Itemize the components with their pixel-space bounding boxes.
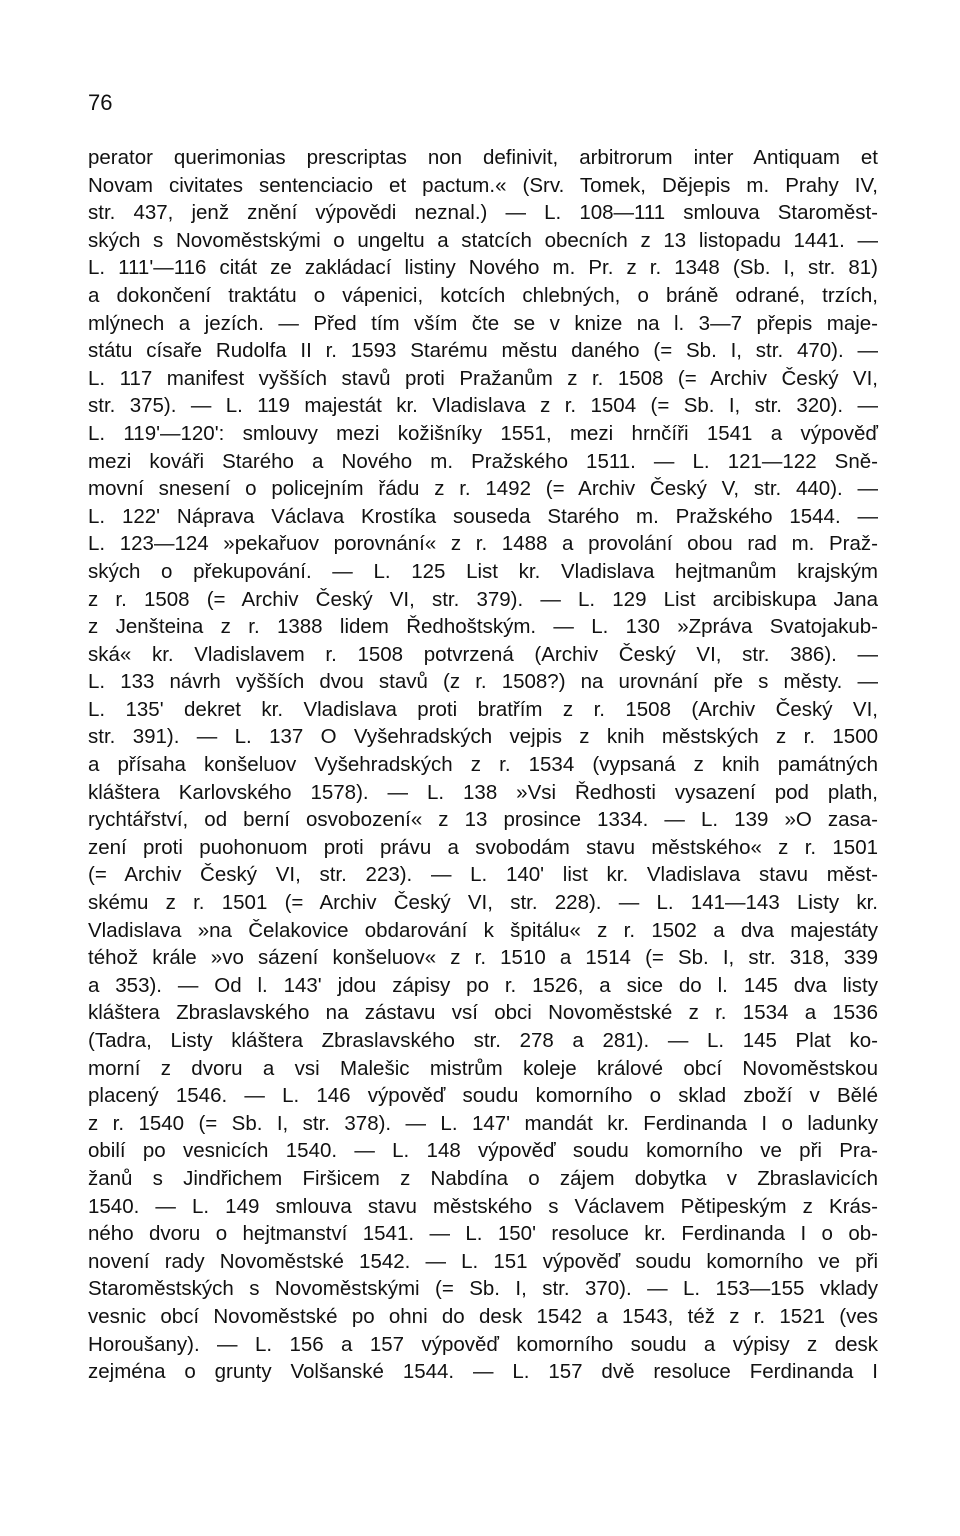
text-line: L. 135' dekret kr. Vladislava proti bratřím z r. 1508 (Archiv Český VI, xyxy=(88,697,878,721)
text-line: mezi kováři Starého a Nového m. Pražského 1511. — L. 121—122 Sně- xyxy=(88,449,878,473)
text-line: L. 123—124 »pekařuov porovnání« z r. 1488 a provolání obou rad m. Praž- xyxy=(88,532,878,556)
text-line: Novam civitates sentenciacio et pactum.« (Srv. Tomek, Dějepis m. Prahy IV, xyxy=(88,173,878,197)
text-line: L. 133 návrh vyšších dvou stavů (z r. 1508?) na urovnání pře s městy. — xyxy=(88,670,878,694)
text-line: str. 391). — L. 137 O Vyšehradských vejpis z knih městských z r. 1500 xyxy=(88,725,878,749)
text-line: mlýnech a jezích. — Před tím vším čte se v knize na l. 3—7 přepis maje- xyxy=(88,311,878,335)
text-line: vesnic obcí Novoměstské po ohni do desk 1542 a 1543, též z r. 1521 (ves xyxy=(88,1304,878,1328)
text-line: zejména o grunty Volšanské 1544. — L. 157 dvě resoluce Ferdinanda I xyxy=(88,1360,878,1384)
text-line: str. 437, jenž znění výpovědi neznal.) — L. 108—111 smlouva Staroměst- xyxy=(88,201,878,225)
text-line: L. 117 manifest vyšších stavů proti Pražanům z r. 1508 (= Archiv Český VI, xyxy=(88,366,878,390)
text-line: perator querimonias prescriptas non definivit, arbitrorum inter Antiquam et xyxy=(88,146,878,169)
text-line: L. 122' Náprava Václava Krostíka souseda Starého m. Pražského 1544. — xyxy=(88,504,878,528)
text-line: L. 119'—120': smlouvy mezi kožišníky 1551, mezi hrnčíři 1541 a výpověď xyxy=(88,421,878,445)
text-line: obilí po vesnicích 1540. — L. 148 výpověď soudu komorního ve při Pra- xyxy=(88,1139,878,1163)
text-line: (Tadra, Listy kláštera Zbraslavského str. 278 a 281). — L. 145 Plat ko- xyxy=(88,1029,878,1052)
text-line: a dokončení traktátu o vápenici, kotcích chlebných, o bráně odrané, trzích, xyxy=(88,283,878,307)
text-line: Staroměstských s Novoměstskými (= Sb. I, str. 370). — L. 153—155 vklady xyxy=(88,1277,878,1301)
text-line: rychtářství, od berní osvobození« z 13 prosince 1334. — L. 139 »O zasa- xyxy=(88,808,878,832)
text-line: zení proti puohonuom proti právu a svobodám stavu městského« z r. 1501 xyxy=(88,835,878,859)
text-line: ských s Novoměstskými o ungeltu a statcích obecních z 13 listopadu 1441. — xyxy=(88,228,878,252)
text-line: ská« kr. Vladislavem r. 1508 potvrzená (Archiv Český VI, str. 386). — xyxy=(88,642,878,666)
text-line: Horoušany). — L. 156 a 157 výpověď komorního soudu a výpisy z desk xyxy=(88,1332,878,1356)
text-line: Vladislava »na Čelakovice obdarování k špitálu« z r. 1502 a dva majestáty xyxy=(88,918,878,942)
text-line: z r. 1540 (= Sb. I, str. 378). — L. 147' mandát kr. Ferdinanda I o ladunky xyxy=(88,1111,878,1135)
text-line: státu císaře Rudolfa II r. 1593 Starému městu daného (= Sb. I, str. 470). — xyxy=(88,339,878,363)
text-line: (= Archiv Český VI, str. 223). — L. 140' list kr. Vladislava stavu měst- xyxy=(88,863,878,887)
page-number: 76 xyxy=(88,90,113,115)
text-line: žanů s Jindřichem Firšicem z Nabdína o zájem dobytka v Zbraslavicích xyxy=(88,1166,878,1190)
text-line: kláštera Zbraslavského na zástavu vsí obci Novoměstské z r. 1534 a 1536 xyxy=(88,1001,878,1025)
text-line: morní z dvoru a vsi Malešic mistrům koleje králové obcí Novoměstskou xyxy=(88,1056,878,1080)
text-line: z r. 1508 (= Archiv Český VI, str. 379). — L. 129 List arcibiskupa Jana xyxy=(88,587,878,611)
text-line: str. 375). — L. 119 majestát kr. Vladislava z r. 1504 (= Sb. I, str. 320). — xyxy=(88,394,878,418)
text-line: movní snesení o policejním řádu z r. 1492 (= Archiv Český V, str. 440). — xyxy=(88,477,878,501)
text-line: novení rady Novoměstské 1542. — L. 151 výpověď soudu komorního ve při xyxy=(88,1249,878,1273)
text-line: z Jenšteina z r. 1388 lidem Ředhoštským. — L. 130 »Zpráva Svatojakub- xyxy=(88,615,878,639)
text-line: skému z r. 1501 (= Archiv Český VI, str. 228). — L. 141—143 Listy kr. xyxy=(88,891,878,915)
text-line: ských o překupování. — L. 125 List kr. Vladislava hejtmanům krajským xyxy=(88,559,878,583)
text-line: téhož krále »vo sázení konšeluov« z r. 1510 a 1514 (= Sb. I, str. 318, 339 xyxy=(88,946,878,970)
text-line: a přísaha konšeluov Vyšehradských z r. 1534 (vypsaná z knih památných xyxy=(88,753,878,777)
text-line: L. 111'—116 citát ze zakládací listiny Nového m. Pr. z r. 1348 (Sb. I, str. 81) xyxy=(88,256,878,280)
text-line: placený 1546. — L. 146 výpověď soudu komorního o sklad zboží v Bělé xyxy=(88,1084,878,1108)
text-line: ného dvoru o hejtmanství 1541. — L. 150' resoluce kr. Ferdinanda I o ob- xyxy=(88,1222,878,1246)
text-line: 1540. — L. 149 smlouva stavu městského s Václavem Pětipeským z Krás- xyxy=(88,1194,878,1218)
text-line: a 353). — Od l. 143' jdou zápisy po r. 1526, a sice do l. 145 dva listy xyxy=(88,973,878,997)
body-text xyxy=(88,144,878,1386)
text-line: kláštera Karlovského 1578). — L. 138 »Vsi Ředhosti vysazení pod plath, xyxy=(88,780,878,804)
